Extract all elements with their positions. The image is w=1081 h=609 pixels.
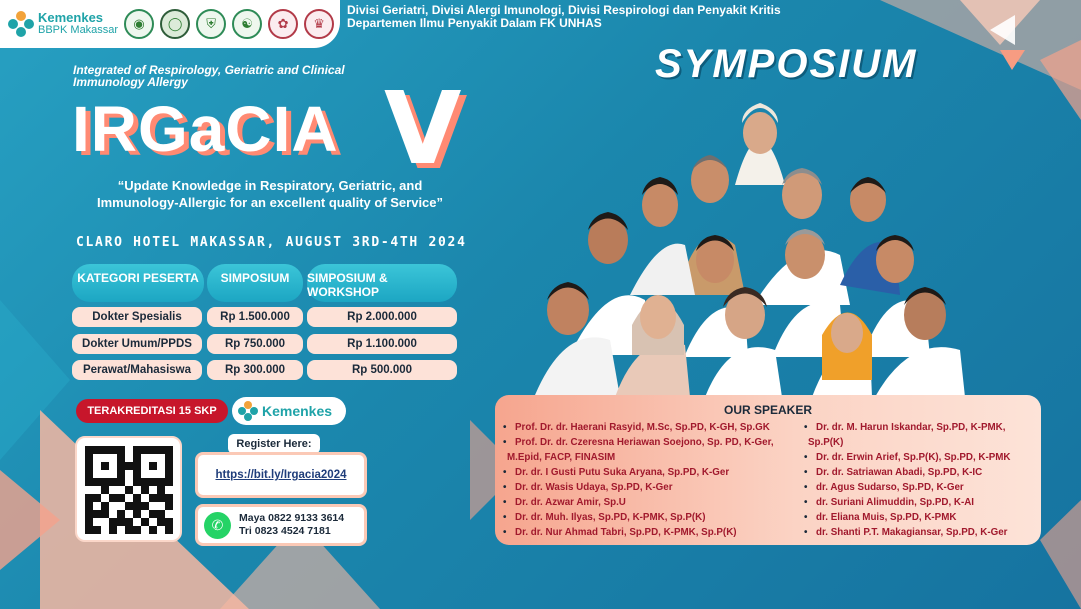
speaker-photos [520,95,1000,397]
list-item: M.Epid, FACP, FINASIM [507,452,616,463]
speakers-panel [495,395,1041,545]
speakers-right-list [802,420,1011,540]
qr-code-icon [85,446,173,534]
subtitle-line-1: Integrated of Respirology, Geriatric and Clinical [73,63,345,77]
event-quote [70,177,470,211]
pricing-workshop: Rp 500.000 [307,360,457,380]
pricing-header-symposium: SIMPOSIUM [207,264,303,302]
kemenkes-logo [8,11,118,37]
society-seal-icon: ◯ [160,9,190,39]
pricing-category: Dokter Umum/PPDS [72,334,202,354]
division-text [347,4,781,30]
pricing-category: Perawat/Mahasiswa [72,360,202,380]
list-item: • Dr. dr. Erwin Arief, Sp.P(K), Sp.PD, K-PMK [802,450,1011,465]
logo-bar [0,0,340,48]
division-line-2: Departemen Ilmu Penyakit Dalam FK UNHAS [347,16,602,30]
pricing-header-workshop: SIMPOSIUM & WORKSHOP [307,264,457,302]
list-item: • Prof. Dr. dr. Czeresna Heriawan Soejono, Sp. PD, K-Ger, [501,435,774,450]
whatsapp-contact [195,504,367,546]
qr-code[interactable] [75,436,182,542]
pricing-workshop: Rp 2.000.000 [307,307,457,327]
quote-line-2: Immunology-Allergic for an excellent quality of Service” [96,195,444,210]
lungs-seal-icon: ◉ [124,9,154,39]
contact-tri: Tri 0823 4524 7181 [239,525,331,537]
speakers-group-photo [520,95,1000,397]
list-item: • dr. Agus Sudarso, Sp.PD, K-Ger [802,480,1011,495]
speakers-left-list [501,420,774,540]
registration-link[interactable]: https://bit.ly/Irgacia2024 [195,452,367,498]
speakers-title: OUR SPEAKER [723,403,812,417]
register-label: Register Here: [228,434,320,454]
skp-badge: TERAKREDITASI 15 SKP [76,399,228,423]
event-venue: CLARO HOTEL MAKASSAR, AUGUST 3RD-4TH 2024 [76,235,467,250]
quote-line-1: “Update Knowledge in Respiratory, Geriatric, and [117,178,423,193]
event-edition: V [384,70,462,187]
speaker-photo [535,282,620,397]
list-item: • Dr. dr. Wasis Udaya, Sp.PD, K-Ger [501,480,774,495]
list-item: Sp.P(K) [808,437,844,448]
pricing-header-category: KATEGORI PESERTA [72,264,204,302]
whatsapp-icon: ✆ [204,512,231,539]
symposium-banner: SYMPOSIUM [655,42,918,86]
pricing-symposium: Rp 1.500.000 [207,307,303,327]
subtitle-line-2: Immunology Allergy [73,75,188,89]
list-item: • Dr. dr. Azwar Amir, Sp.U [501,495,774,510]
kemenkes-icon [8,11,34,37]
unhas-seal-icon: ♛ [304,9,334,39]
list-item: • Dr. dr. Satriawan Abadi, Sp.PD, K-IC [802,465,1011,480]
list-item: • Dr. dr. Muh. Ilyas, Sp.PD, K-PMK, Sp.P(K) [501,510,774,525]
kemenkes-badge [232,397,346,425]
hospital-logo-icon: ⛨ [196,9,226,39]
list-item: • dr. Suriani Alimuddin, Sp.PD, K-AI [802,495,1011,510]
pricing-symposium: Rp 300.000 [207,360,303,380]
list-item: • dr. Eliana Muis, Sp.PD, K-PMK [802,510,1011,525]
list-item: • dr. Shanti P.T. Makagiansar, Sp.PD, K-Ger [802,525,1011,540]
kemenkes-icon [238,401,258,421]
list-item: • Dr. dr. Nur Ahmad Tabri, Sp.PD, K-PMK, Sp.P(K) [501,525,774,540]
speaker-photo [630,177,695,295]
pricing-workshop: Rp 1.100.000 [307,334,457,354]
kemenkes-unit: BBPK Makassar [38,24,119,37]
kemenkes-name: Kemenkes [38,10,104,26]
division-line-1: Divisi Geriatri, Divisi Alergi Imunologi, Divisi Respirologi dan Penyakit Kritis [347,3,781,17]
list-item: • Prof. Dr. dr. Haerani Rasyid, M.Sc, Sp.PD, K-GH, Sp.GK [501,420,774,435]
list-item: • Dr. dr. M. Harun Iskandar, Sp.PD, K-PMK, [802,420,1011,435]
pricing-symposium: Rp 750.000 [207,334,303,354]
pricing-category: Dokter Spesialis [72,307,202,327]
geriatric-seal-icon: ☯ [232,9,262,39]
kemenkes-badge-label: Kemenkes [262,403,333,419]
event-name: IRGaCIA [72,93,339,165]
contact-maya: Maya 0822 9133 3614 [239,512,345,524]
speaker-photo [735,103,785,185]
event-subtitle [73,64,373,88]
allergy-seal-icon: ✿ [268,9,298,39]
list-item: • Dr. dr. I Gusti Putu Suka Aryana, Sp.PD, K-Ger [501,465,774,480]
